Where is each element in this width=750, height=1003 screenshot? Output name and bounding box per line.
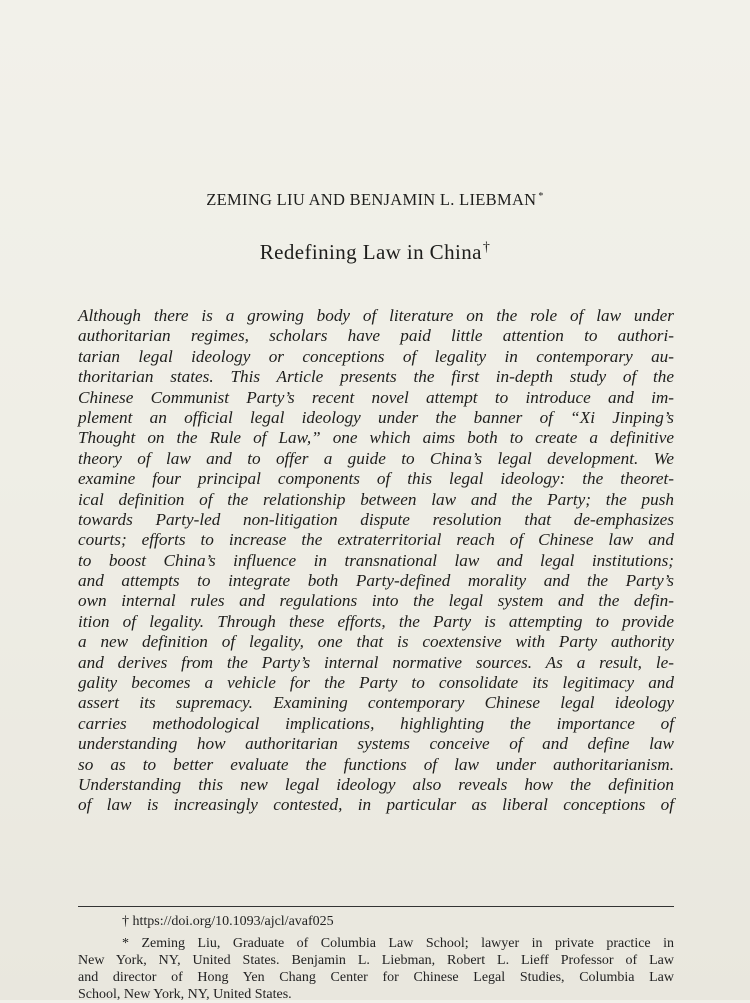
abstract-line: ical definition of the relationship between law and the Party; the push [78, 489, 674, 509]
abstract-line: understanding how authoritarian systems conceive of and define law [78, 734, 674, 754]
abstract-line: assert its supremacy. Examining contemporary Chinese legal ideology [78, 693, 674, 713]
abstract-line: authoritarian regimes, scholars have paid little attention to authori- [78, 326, 674, 346]
abstract-line: thoritarian states. This Article presents the first in-depth study of the [78, 367, 674, 387]
abstract-line: courts; efforts to increase the extraterritorial reach of Chinese law and [78, 530, 674, 550]
title-footnote-mark: † [482, 240, 491, 255]
author-footnote-line: School, New York, NY, United States. [78, 987, 292, 1002]
article-title-text: Redefining Law in China [259, 240, 482, 264]
abstract-line: a new definition of legality, one that is coextensive with Party authority [78, 632, 674, 652]
abstract-line: theory of law and to offer a guide to China’s legal development. We [78, 448, 674, 468]
abstract-line: tarian legal ideology or conceptions of legality in contemporary au- [78, 346, 674, 366]
author-footnote-mark: * [538, 190, 544, 202]
abstract-line: gality becomes a vehicle for the Party to consolidate its legitimacy and [78, 673, 674, 693]
abstract-line: so as to better evaluate the functions of law under authoritarianism. [78, 754, 674, 774]
abstract-line: ition of legality. Through these efforts, the Party is attempting to provide [78, 611, 674, 631]
abstract-line: to boost China’s influence in transnational law and legal institutions; [78, 550, 674, 570]
author-footnote-line: New York, NY, United States. Benjamin L. Liebman, Robert L. Lieff Professor of Law [78, 953, 674, 968]
doi-footnote: † https://doi.org/10.1093/ajcl/avaf025 [122, 914, 334, 929]
author-footnote-line: * Zeming Liu, Graduate of Columbia Law School; lawyer in private practice in [122, 936, 674, 951]
abstract-line: Understanding this new legal ideology also reveals how the definition [78, 774, 674, 794]
footnotes [78, 913, 674, 1003]
author-line [0, 190, 750, 210]
abstract-line: Although there is a growing body of literature on the role of law under [78, 306, 674, 325]
abstract-line: and attempts to integrate both Party-defined morality and the Party’s [78, 571, 674, 591]
abstract-line: and derives from the Party’s internal normative sources. As a result, le- [78, 652, 674, 672]
abstract-line: towards Party-led non-litigation dispute resolution that de-emphasizes [78, 509, 674, 529]
abstract-line: carries methodological implications, highlighting the importance of [78, 713, 674, 733]
abstract-line: Chinese Communist Party’s recent novel attempt to introduce and im- [78, 387, 674, 407]
article-title [0, 240, 750, 265]
abstract-line: own internal rules and regulations into the legal system and the defin- [78, 591, 674, 611]
footnote-divider [78, 906, 674, 907]
abstract-line: Thought on the Rule of Law,” one which aims both to create a definitive [78, 428, 674, 448]
abstract [78, 306, 674, 816]
abstract-line: of law is increasingly contested, in particular as liberal conceptions of [78, 795, 674, 815]
abstract-line: examine four principal components of this legal ideology: the theoret- [78, 469, 674, 489]
author-footnote-line: and director of Hong Yen Chang Center for Chinese Legal Studies, Columbia Law [78, 970, 674, 985]
authors-text: ZEMING LIU AND BENJAMIN L. LIEBMAN [206, 190, 537, 209]
abstract-line: plement an official legal ideology under the banner of “Xi Jinping’s [78, 407, 674, 427]
